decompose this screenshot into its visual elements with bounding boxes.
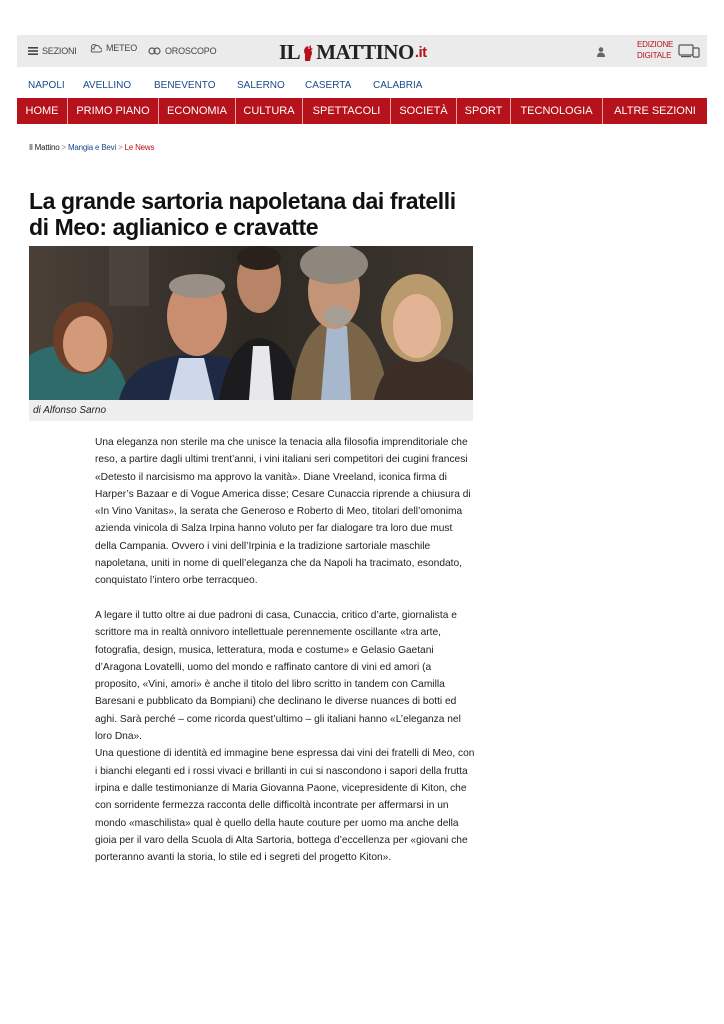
top-bar [17,35,707,67]
horoscope-link[interactable] [148,35,216,67]
digital-edition-link[interactable] [637,39,673,61]
breadcrumb-current[interactable]: Le News [124,143,155,152]
breadcrumb-separator: > [118,143,123,152]
city-link-benevento[interactable]: BENEVENTO [154,80,216,91]
menu-item-sport[interactable]: SPORT [457,98,511,124]
weather-label: METEO [106,43,138,53]
digital-edition-icon[interactable] [678,44,700,58]
logo-text-right: MATTINO [316,40,414,64]
weather-icon [89,43,102,53]
menu-item-economia[interactable]: ECONOMIA [159,98,236,124]
breadcrumb-section[interactable]: Mangia e Bevi [67,143,117,152]
article-paragraph: Una eleganza non sterile ma che unisce la tenacia alla filosofia imprenditoriale che reso, a partire dagli ultimi trent’anni, i vini italiani seri competitori dei cugini francesi «Detesto il narcisismo ma approvo la vanità». Diane Vreeland, iconica firma di Harper’s Bazaar e di Vogue America disse; Cesare Cunaccia riprende a chiusura di «In Vino Vanitas», la serata che Generoso e Roberto di Meo, titolari dell’omonima azienda vinicola di Salza Irpina hanno voluto per far dialogare tra loro due must della Campania. Ovvero i vini dell’Irpinia e la tradizione sartoriale maschile napoletana, uniti in nome di quell’eleganza che da Napoli ha tracimato, esondato, conquistato l’intero orbe terracqueo. [95,437,471,587]
menu-item-spettacoli[interactable]: SPETTACOLI [303,98,391,124]
logo-text-left: IL [279,40,301,64]
breadcrumb [29,143,154,152]
city-link-calabria[interactable]: CALABRIA [373,80,423,91]
menu-item-primo-piano[interactable]: PRIMO PIANO [68,98,159,124]
city-link-caserta[interactable]: CASERTA [305,80,352,91]
menu-item-tecnologia[interactable]: TECNOLOGIA [511,98,603,124]
article-photo [29,246,473,400]
menu-item-cultura[interactable]: CULTURA [236,98,303,124]
article-paragraph: Una questione di identità ed immagine bene espressa dai vini dei fratelli di Meo, con i bianchi eleganti ed i rossi vivaci e brillanti in cui si nascondono i sapori della frutta irpina e dalle testimonianze di Maria Giovanna Paone, vicepresidente di Kiton, che con sorridente fermezza racconta delle difficoltà incontrate per affermarsi in un mondo «maschilista» qual è quello della haute couture per uomo ma anche della gioia per il varo della Scuola di Alta Sartoria, bottega d’eccellenza per «giovani che porteranno avanti la storia, lo stile ed i segreti del progetto Kiton». [95,748,475,864]
horoscope-label: OROSCOPO [165,46,217,56]
article-body [95,434,475,866]
menu-icon [28,47,38,55]
user-icon[interactable] [597,47,605,57]
main-menu [17,98,707,124]
article-title: La grande sartoria napoletana dai fratelli di Meo: aglianico e cravatte [29,188,456,240]
menu-item-societa[interactable]: SOCIETÀ [391,98,457,124]
city-link-salerno[interactable]: SALERNO [237,80,285,91]
site-logo[interactable] [279,40,427,65]
edition-line-1: EDIZIONE [637,40,674,49]
weather-link[interactable] [89,32,137,64]
city-link-avellino[interactable]: AVELLINO [83,80,132,91]
sections-menu-button[interactable] [28,35,77,67]
horoscope-icon [148,46,161,56]
logo-tld: .it [414,44,427,61]
photo-caption: di Alfonso Sarno [33,405,107,416]
city-link-napoli[interactable]: NAPOLI [28,80,65,91]
article-paragraph: A legare il tutto oltre ai due padroni di casa, Cunaccia, critico d’arte, giornalista e scrittore ma in realtà onnivoro intellettuale perennemente oscillante «tra arte, fotografia, design, musica, letteratura, moda e costume» e Gelasio Gaetani d’Aragona Lovatelli, uomo del mondo e raffinato cantore di vini ed amori (a proposito, «Vini, amori» è anche il titolo del libro scritto in tandem con Camilla Baresani e pubblicato da Bompiani) che declinano le diverse nuances di botti ed aghi. Sarà perché – come ricorda quest’ultimo – gli italiani hanno «L’eleganza nel loro Dna». [95,609,461,743]
edition-line-2: DIGITALE [637,51,672,60]
breadcrumb-separator: > [61,143,66,152]
menu-item-altre-sezioni[interactable]: ALTRE SEZIONI [614,105,696,117]
photo-caption-bar [29,400,473,421]
breadcrumb-home[interactable]: Il Mattino [29,143,60,152]
menu-item-home[interactable]: HOME [17,98,68,124]
sections-label: SEZIONI [42,46,77,56]
rooster-logo-icon [301,44,315,62]
group-photo [29,246,473,400]
